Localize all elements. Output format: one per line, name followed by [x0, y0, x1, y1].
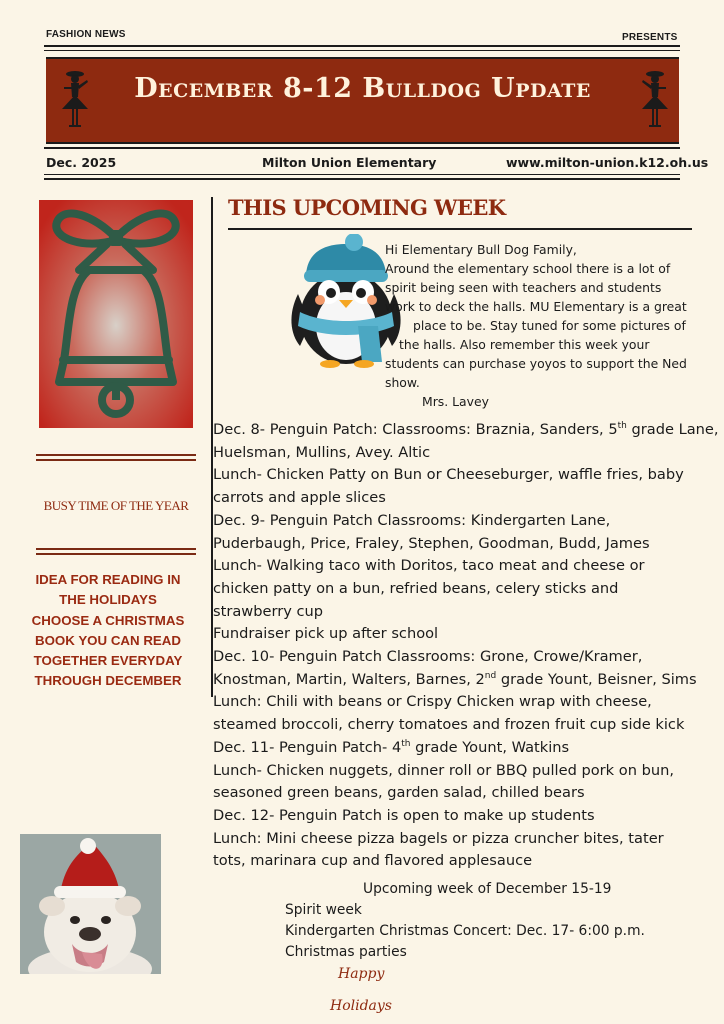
sidebar-rule-2 — [36, 459, 196, 461]
schedule-line — [213, 419, 723, 442]
section-heading-rule — [228, 228, 692, 230]
schedule-line: strawberry cup — [213, 602, 324, 620]
info-rule-1 — [44, 174, 680, 175]
upcoming-week — [285, 879, 645, 963]
upcoming-item: Kindergarten Christmas Concert: Dec. 17- 6:00 p.m. — [285, 923, 645, 939]
dancer-right-icon — [636, 65, 676, 135]
letter-signature: Mrs. Lavey — [422, 394, 489, 409]
schedule-line: chicken patty on a bun, refried beans, celery sticks and — [213, 579, 619, 597]
schedule-line: Lunch: Mini cheese pizza bagels or pizza cruncher bites, tater — [213, 829, 664, 847]
schedule-line: Lunch- Chicken Patty on Bun or Cheeseburger, waffle fries, baby — [213, 466, 684, 484]
schedule-sup: th — [617, 421, 627, 432]
schedule-line: tots, marinara cup and flavored applesauce — [213, 852, 533, 870]
issue-date: Dec. 2025 — [46, 155, 117, 170]
closing-happy: Happy — [338, 966, 385, 982]
header-right-label: PRESENTS — [622, 32, 678, 43]
title-banner — [46, 57, 679, 144]
reading-idea — [18, 570, 198, 692]
letter-line: students can purchase yoyos to support the Ned — [385, 356, 687, 371]
schedule-text: grade Lane, — [626, 421, 719, 438]
schedule-line: Dec. 12- Penguin Patch is open to make up students — [213, 806, 595, 824]
sidebar-rule-3 — [36, 548, 196, 550]
idea-line: BOOK YOU CAN READ — [34, 632, 182, 648]
header-left-label: FASHION NEWS — [46, 29, 126, 40]
schedule-line: carrots and apple slices — [213, 489, 386, 507]
school-name: Milton Union Elementary — [262, 155, 437, 170]
idea-line: THE HOLIDAYS — [59, 592, 157, 608]
top-rule-2 — [44, 50, 680, 51]
school-website: www.milton-union.k12.oh.us — [506, 155, 709, 170]
letter-line: place to be. Stay tuned for some pictures of — [413, 318, 686, 333]
schedule-text: Dec. 8- Penguin Patch: Classrooms: Braznia, Sanders, 5 — [213, 421, 618, 438]
schedule-line: Puderbaugh, Price, Fraley, Stephen, Goodman, Budd, James — [213, 534, 650, 552]
weekly-schedule — [213, 419, 723, 873]
schedule-text: Dec. 11- Penguin Patch- 4 — [213, 738, 402, 756]
letter-line: Hi Elementary Bull Dog Family, — [385, 242, 577, 257]
upcoming-item: Christmas parties — [285, 944, 407, 960]
section-heading: THIS UPCOMING WEEK — [228, 195, 506, 220]
sidebar-rule-1 — [36, 454, 196, 456]
sidebar-rule-4 — [36, 553, 196, 555]
schedule-line: seasoned green beans, garden salad, chilled bears — [213, 784, 585, 802]
idea-line: IDEA FOR READING IN — [35, 572, 181, 587]
schedule-text: grade Yount, Beisner, Sims — [496, 670, 697, 688]
schedule-sup: th — [401, 738, 411, 749]
schedule-line: Fundraiser pick up after school — [213, 625, 439, 643]
letter-line: show. — [385, 375, 420, 390]
schedule-line: Dec. 10- Penguin Patch Classrooms: Grone, Crowe/Kramer, — [213, 648, 643, 666]
schedule-line: steamed broccoli, cherry tomatoes and frozen fruit cup side kick — [213, 716, 685, 734]
schedule-line: Huelsman, Mullins, Avey. Altic — [213, 443, 431, 461]
letter-line: Around the elementary school there is a lot of — [385, 261, 671, 276]
schedule-line: Dec. 9- Penguin Patch Classrooms: Kindergarten Lane, — [213, 511, 611, 529]
christmas-bell-image — [39, 200, 193, 428]
schedule-line — [213, 669, 723, 692]
bulldog-santa-photo — [20, 834, 161, 974]
upcoming-item: Spirit week — [285, 902, 362, 918]
letter-line: the halls. Also remember this week your — [399, 337, 650, 352]
letter-line: spirit being seen with teachers and students — [385, 280, 662, 295]
principal-letter — [385, 240, 715, 411]
idea-line: CHOOSE A CHRISTMAS — [31, 612, 185, 628]
top-rule-1 — [44, 45, 680, 47]
schedule-line — [213, 737, 723, 760]
schedule-line: Lunch: Chili with beans or Crispy Chicken wrap with cheese, — [213, 693, 652, 711]
idea-line: THROUGH DECEMBER — [34, 673, 182, 689]
newsletter-title: December 8-12 Bulldog Update — [134, 73, 591, 104]
schedule-line: Lunch- Chicken nuggets, dinner roll or BBQ pulled pork on bun, — [213, 761, 674, 779]
busy-time-label: BUSY TIME OF THE YEAR — [43, 498, 189, 513]
letter-line: work to deck the halls. MU Elementary is a great — [385, 299, 687, 314]
closing-holidays: Holidays — [330, 998, 392, 1014]
banner-bottom-rule — [44, 147, 680, 149]
idea-line: TOGETHER EVERYDAY — [33, 653, 183, 669]
schedule-text: Knostman, Martin, Walters, Barnes, 2 — [213, 670, 485, 688]
schedule-sup: nd — [484, 670, 497, 681]
upcoming-title: Upcoming week of December 15-19 — [363, 881, 612, 897]
schedule-text: grade Yount, Watkins — [410, 738, 570, 756]
info-rule-2 — [44, 178, 680, 180]
schedule-line: Lunch- Walking taco with Doritos, taco meat and cheese or — [213, 557, 645, 575]
